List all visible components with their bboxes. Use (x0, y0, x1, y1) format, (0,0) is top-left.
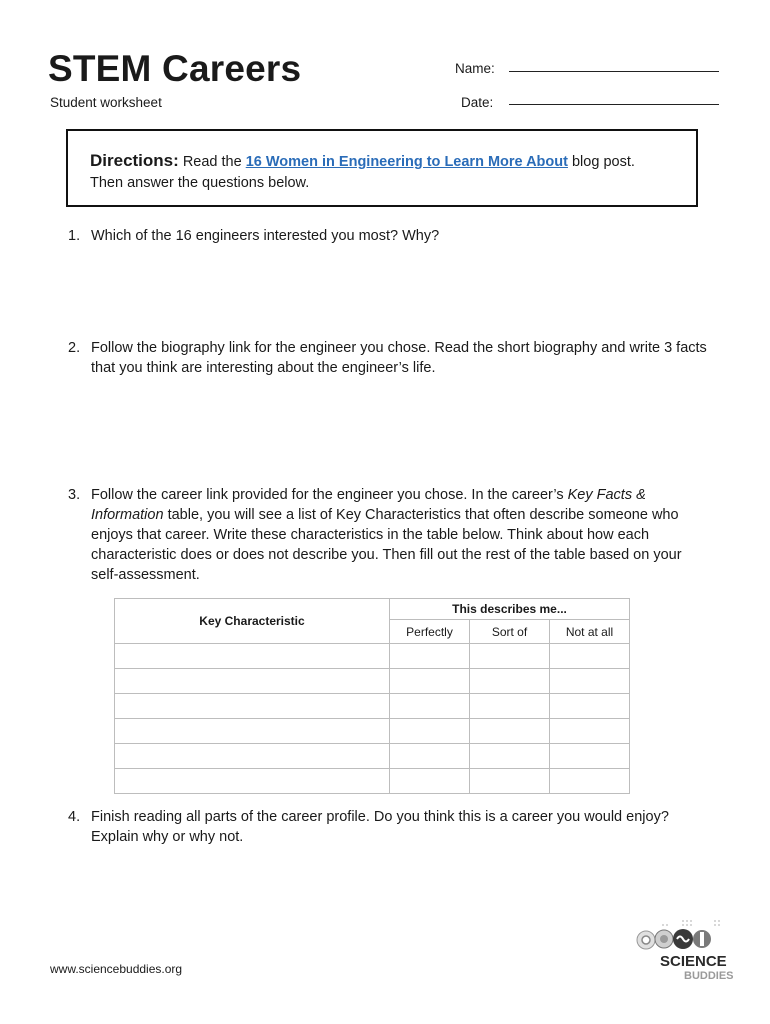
website-footer: www.sciencebuddies.org (50, 962, 183, 976)
perfectly-cell[interactable] (390, 644, 470, 669)
table-row (115, 744, 630, 769)
characteristic-cell[interactable] (115, 644, 390, 669)
page-title: STEM Careers (48, 48, 302, 89)
date-field[interactable] (509, 104, 719, 105)
question-2 (68, 338, 708, 378)
table-row (115, 694, 630, 719)
blog-post-link[interactable]: 16 Women in Engineering to Learn More About (245, 154, 568, 170)
directions-text (90, 150, 690, 194)
table-row (115, 669, 630, 694)
characteristic-cell[interactable] (115, 694, 390, 719)
perfectly-cell[interactable] (390, 719, 470, 744)
characteristic-cell[interactable] (115, 744, 390, 769)
question-text: Which of the 16 engineers interested you most? Why? (91, 228, 440, 244)
directions-line2: Then answer the questions below. (90, 175, 310, 191)
characteristics-table (114, 598, 630, 794)
not-at-all-cell[interactable] (550, 744, 630, 769)
name-label: Name: (455, 61, 495, 76)
key-characteristic-header: Key Characteristic (115, 599, 390, 644)
question-1 (68, 226, 708, 246)
not-at-all-cell[interactable] (550, 669, 630, 694)
directions-heading: Directions: (90, 151, 179, 170)
not-at-all-cell[interactable] (550, 694, 630, 719)
directions-text-after: blog post. (567, 154, 635, 170)
science-buddies-logo (632, 918, 734, 982)
logo-buddies-text: BUDDIES (684, 970, 734, 982)
key-facts-italic: Key Facts & Information (91, 487, 646, 523)
question-number: 4. (68, 809, 81, 825)
sort-of-header: Sort of (470, 620, 550, 644)
name-field[interactable] (509, 71, 719, 72)
date-label: Date: (461, 95, 494, 110)
question-number: 2. (68, 340, 81, 356)
question-text: Finish reading all parts of the career profile. Do you think this is a career you would enjoy? Explain why or why not. (91, 809, 669, 845)
question-text-a: Follow the career link provided for the engineer you chose. In the career’s (91, 487, 568, 503)
characteristic-cell[interactable] (115, 719, 390, 744)
sort-of-cell[interactable] (470, 644, 550, 669)
science-buddies-logo-icon (632, 918, 734, 982)
perfectly-cell[interactable] (390, 694, 470, 719)
not-at-all-header: Not at all (550, 620, 630, 644)
sort-of-cell[interactable] (470, 669, 550, 694)
sort-of-cell[interactable] (470, 719, 550, 744)
question-text-b: table, you will see a list of Key Characteristics that often describe someone who enjoys that career. Write these characteristics in the table below. Think about how each characteristic does or does not describe you. Then fill out the rest of the table based on your self-assessment. (91, 507, 682, 583)
page-subtitle: Student worksheet (50, 95, 162, 110)
logo-science-text: SCIENCE (660, 953, 727, 970)
question-text: Follow the biography link for the engineer you chose. Read the short biography and write 3 facts that you think are interesting about the engineer’s life. (91, 340, 707, 376)
not-at-all-cell[interactable] (550, 769, 630, 794)
characteristic-cell[interactable] (115, 669, 390, 694)
table-row (115, 769, 630, 794)
question-number: 3. (68, 487, 81, 503)
not-at-all-cell[interactable] (550, 644, 630, 669)
table-row (115, 719, 630, 744)
describes-me-header: This describes me... (390, 599, 630, 620)
characteristic-cell[interactable] (115, 769, 390, 794)
question-text (91, 485, 708, 585)
perfectly-cell[interactable] (390, 669, 470, 694)
perfectly-header: Perfectly (390, 620, 470, 644)
table-row (115, 644, 630, 669)
question-3 (68, 485, 708, 585)
not-at-all-cell[interactable] (550, 719, 630, 744)
question-4 (68, 807, 708, 847)
question-number: 1. (68, 228, 81, 244)
directions-text-before: Read the (178, 154, 246, 170)
sort-of-cell[interactable] (470, 744, 550, 769)
sort-of-cell[interactable] (470, 694, 550, 719)
perfectly-cell[interactable] (390, 744, 470, 769)
sort-of-cell[interactable] (470, 769, 550, 794)
perfectly-cell[interactable] (390, 769, 470, 794)
